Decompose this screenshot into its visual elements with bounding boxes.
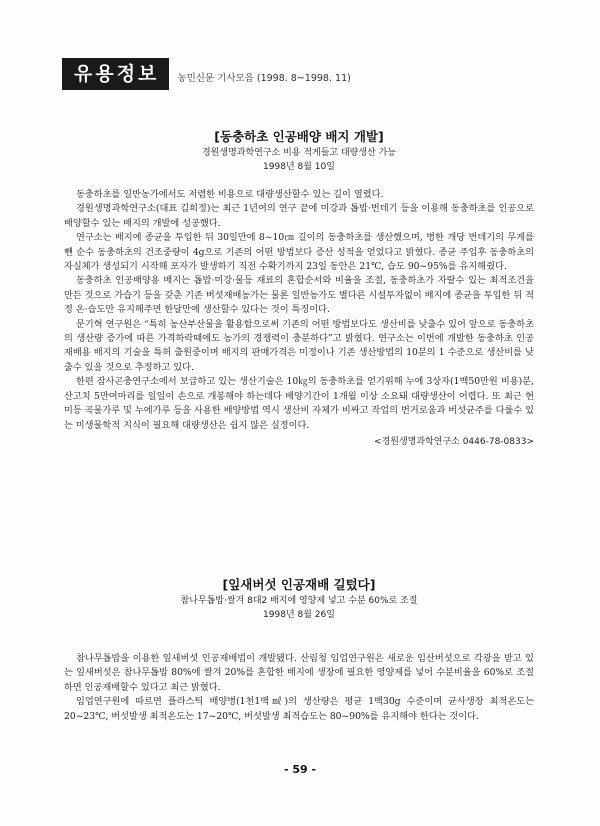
header-subtitle: 농민신문 기사모음 (1998. 8~1998. 11) <box>177 73 351 84</box>
page-header <box>62 58 351 90</box>
article-subtitle: 경원생명과학연구소 비용 적게들고 대량생산 가능 <box>201 148 397 158</box>
article-paragraph: 연구소는 배지에 종균을 투입한 뒤 30일만에 8~10㎝ 길이의 동충하초를 생산했으며, 병한 개당 번데기의 무게를 뺀 순수 동충하초의 건조중량이 4g으로 기존의 어떤 방법보다 증산 성적을 얻었다고 밝혔다. 종균 주입후 동충하초의 자실체가 생성되기 시작해 포자가 발생하기 직전 수확기까지 23일 동안은 21℃, 습도 90~95%를 유지해줬다. <box>64 232 534 273</box>
article-paragraph: 경원생명과학연구소(대표 김희정)는 최근 1년여의 연구 끝에 미강과 톱밥·번데기 등을 이용해 동충하초를 인공으로 배양할수 있는 배지의 개발에 성공했다. <box>64 203 534 229</box>
article-paragraph: 동충하초 인공배양용 배지는 톱밥·미강·물등 재료의 혼합순서와 비율을 조절, 동충하초가 자랄수 있는 최적조건을 만든 것으로 가습기 등을 갖춘 기존 버섯재배농가는 물론 일반농가도 별다른 시설투자없이 배지에 종균을 투입한 뒤 적정 온·습도만 유지해주면 한달만에 생산할수 있다는 것이 특징이다. <box>64 275 534 316</box>
article-maitake <box>64 576 534 724</box>
article-body <box>64 652 534 724</box>
article-paragraph: 참나무톱밥을 이용한 잎새버섯 인공재배법이 개발됐다. 산림청 임업연구원은 새로운 임산버섯으로 각광을 받고 있는 잎새버섯은 참나무톱밥 80%에 쌀겨 20%를 혼합한 배지에 생장에 필요한 영양제를 넣어 수분비율을 60%로 조절하면 인공재배할수 있다고 최근 밝혔다. <box>64 653 534 693</box>
article-cordyceps <box>64 128 534 449</box>
article-body <box>64 188 534 433</box>
article-title: [동충하초 인공배양 배지 개발] <box>214 129 384 144</box>
article-paragraph: 문기혁 연구원은 “특히 농산부산물을 활용함으로써 기존의 어떤 방법보다도 생산비를 낮출수 있어 앞으로 동충하초의 생산량 증가에 따른 가격하락때에도 농가의 경쟁력이 충분하다”고 밝혔다. 연구소는 이번에 개발한 동충하초 인공재배용 배지의 기술을 특허 출원중이며 배지의 판매가격은 미정이나 기존 생산방법의 10분의 1 수준으로 생산비를 낮출수 있을 것으로 추정하고 있다. <box>64 318 534 373</box>
section-badge: 유용정보 <box>62 58 169 90</box>
article-date: 1998년 8월 10일 <box>263 162 335 172</box>
article-paragraph: 동충하초를 일반농가에서도 저렴한 비용으로 대량생산할수 있는 길이 열렸다. <box>76 189 384 200</box>
article-paragraph: 임업연구원에 따르면 플라스틱 배양병(1천1백㎖)의 생산량은 평균 1백30g 수준이며 균사생장 최적온도는 20~23℃, 버섯발생 최적온도는 17~20℃, 버섯발생 최적습도는 80~90%를 유지해야 한다는 것이다. <box>64 696 534 722</box>
page-number: - 59 - <box>283 763 317 776</box>
article-title: [잎새버섯 인공재배 길텄다] <box>222 577 376 592</box>
article-subtitle: 참나무톱밥·쌀겨 8대2 배지에 영양제 넣고 수분 60%로 조절 <box>180 596 418 606</box>
article-paragraph: 한편 잠사곤충연구소에서 보급하고 있는 생산기술은 10㎏의 동충하초를 얻기위해 누에 3상자(1백50만원 비용)분, 산고치 5만여마리를 일일이 손으로 개봉해야 하는데다 배양기간이 1개월 이상 소요돼 대량생산이 어렵다. 또 최근 현미등 곡물가루 및 누에가루 등을 사용한 배양방법 역시 생산비 자체가 비싸고 작업의 번거로움과 버섯균주를 다룰수 있는 미생물학적 지식이 필요해 대량생산은 쉽지 않은 실정이다. <box>64 376 534 431</box>
article-date: 1998년 8월 26일 <box>263 610 335 620</box>
article-source: <경원생명과학연구소 0446-78-0833> <box>374 436 534 447</box>
